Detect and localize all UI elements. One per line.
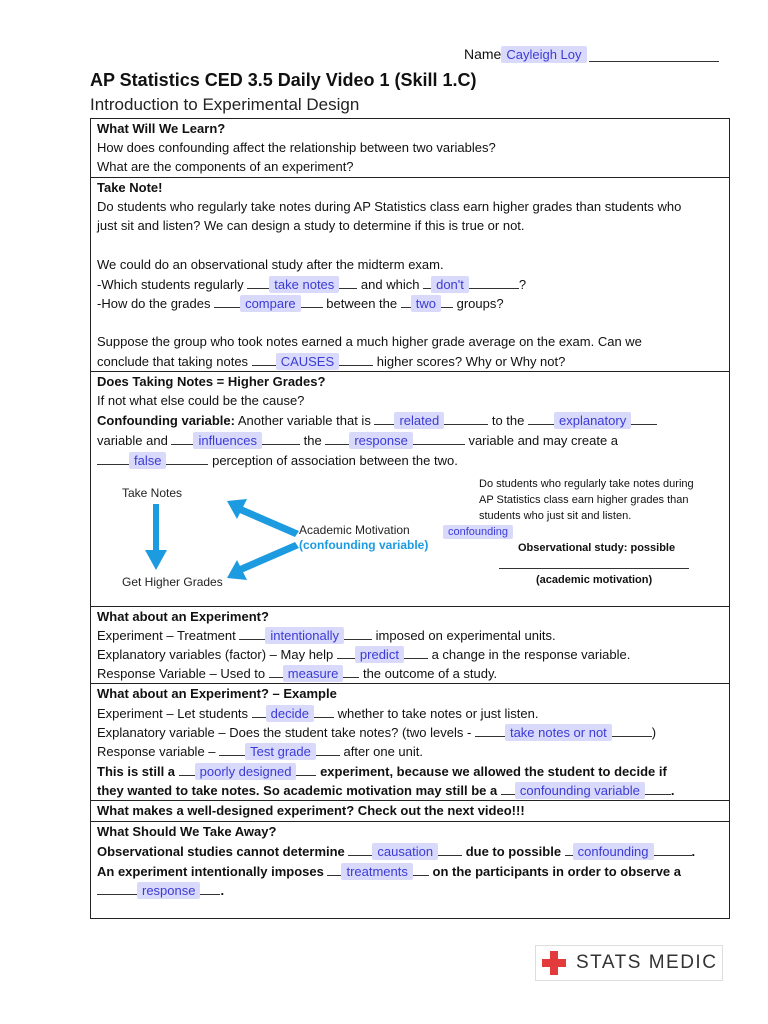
fig-confounding-variable: (confounding variable) [299, 538, 429, 552]
name-line [464, 46, 719, 62]
take-note-p2: just sit and listen? We can design a study to determine if this is true or not. [97, 218, 525, 233]
take-note-p4: Suppose the group who took notes earned a much higher grade average on the exam. Can we [97, 334, 642, 349]
obs-underline [499, 568, 689, 569]
take-note-p3: We could do an observational study after the midterm exam. [97, 257, 444, 272]
take-note-line1: -Which students regularly take notes and which don't ? [97, 277, 527, 292]
obs-study: Observational study: possible [518, 542, 676, 554]
answer-dont[interactable]: don't [431, 276, 469, 293]
takeaway-line2: An experiment intentionally imposes treatments on the participants in order to observe a [97, 864, 681, 879]
name-label: Name [464, 46, 502, 62]
answer-take-notes-or-not[interactable]: take notes or not [505, 724, 612, 741]
answer-response-2[interactable]: response [137, 882, 200, 899]
answer-predict[interactable]: predict [355, 646, 404, 663]
section-take-note [90, 177, 730, 372]
next-heading: What makes a well-designed experiment? Check out the next video!!! [97, 803, 525, 818]
section-learn [90, 118, 730, 178]
example-heading: What about an Experiment? – Example [97, 686, 337, 701]
take-note-heading: Take Note! [97, 180, 163, 195]
section-next [90, 800, 730, 822]
experiment-heading: What about an Experiment? [97, 609, 269, 624]
section-example [90, 683, 730, 801]
answer-compare[interactable]: compare [240, 295, 301, 312]
notes-grades-q: If not what else could be the cause? [97, 393, 305, 408]
learn-q2: What are the components of an experiment? [97, 159, 354, 174]
answer-causes[interactable]: CAUSES [276, 353, 339, 370]
answer-influences[interactable]: influences [193, 432, 262, 449]
page-subtitle: Introduction to Experimental Design [90, 95, 360, 114]
answer-measure[interactable]: measure [283, 665, 344, 682]
answer-two[interactable]: two [411, 295, 441, 312]
experiment-line3: Response Variable – Used to measure the outcome of a study. [97, 666, 498, 681]
answer-treatments[interactable]: treatments [341, 863, 412, 880]
takeaway-heading: What Should We Take Away? [97, 824, 277, 839]
example-line2: Explanatory variable – Does the student take notes? (two levels - take notes or not ) [97, 725, 657, 740]
answer-causation[interactable]: causation [372, 843, 438, 860]
confounding-def-line2: variable and influences the response variable and may create a [97, 433, 619, 448]
fig-conf-note[interactable]: confounding [443, 525, 513, 539]
take-note-p1: Do students who regularly take notes during AP Statistics class earn higher grades than students who [97, 199, 682, 214]
lower-arrow-icon [221, 542, 301, 582]
answer-explanatory[interactable]: explanatory [554, 412, 631, 429]
example-line5: they wanted to take notes. So academic motivation may still be a confounding variable . [97, 783, 675, 798]
takeaway-line3: response . [97, 882, 224, 898]
answer-decide[interactable]: decide [266, 705, 314, 722]
answer-test-grade[interactable]: Test grade [245, 743, 316, 760]
example-line1: Experiment – Let students decide whether to take notes or just listen. [97, 706, 539, 721]
experiment-line2: Explanatory variables (factor) – May help predict a change in the response variable. [97, 647, 631, 662]
fig-take-notes: Take Notes [122, 486, 183, 500]
fig-motivation: Academic Motivation [299, 523, 410, 537]
brand-text: STATS MEDIC [576, 952, 718, 973]
section-takeaway [90, 821, 730, 919]
fig-conf-note-wrap [443, 522, 513, 540]
name-underline [589, 47, 719, 62]
fig-get-grades: Get Higher Grades [122, 575, 223, 589]
take-note-line3: conclude that taking notes CAUSES higher scores? Why or Why not? [97, 354, 566, 369]
learn-q1: How does confounding affect the relationship between two variables? [97, 140, 496, 155]
answer-intentionally[interactable]: intentionally [265, 627, 344, 644]
learn-heading: What Will We Learn? [97, 121, 226, 136]
down-arrow-icon [141, 502, 171, 572]
answer-confounding-variable[interactable]: confounding variable [515, 782, 645, 799]
section-experiment [90, 606, 730, 684]
answer-response[interactable]: response [349, 432, 412, 449]
example-line3: Response variable – Test grade after one unit. [97, 744, 423, 759]
answer-related[interactable]: related [394, 412, 444, 429]
side-question: Do students who regularly take notes during AP Statistics class earn higher grades than students who just sit and listen. [479, 478, 694, 522]
name-value[interactable]: Cayleigh Loy [501, 46, 586, 63]
answer-take-notes[interactable]: take notes [269, 276, 339, 293]
confounding-def-line1: Confounding variable: Another variable that is related to the explanatory [97, 412, 657, 428]
take-note-line2: -How do the grades compare between the two groups? [97, 296, 504, 311]
answer-confounding[interactable]: confounding [573, 843, 654, 860]
answer-poorly-designed[interactable]: poorly designed [195, 763, 297, 780]
upper-arrow-icon [221, 497, 301, 537]
notes-grades-heading: Does Taking Notes = Higher Grades? [97, 374, 326, 389]
acad-motivation: (academic motivation) [536, 574, 653, 586]
example-line4: This is still a poorly designed experiment, because we allowed the student to decide if [97, 764, 667, 779]
experiment-line1: Experiment – Treatment intentionally imposed on experimental units. [97, 628, 556, 643]
answer-false[interactable]: false [129, 452, 166, 469]
page-title: AP Statistics CED 3.5 Daily Video 1 (Skill 1.C) [90, 70, 477, 90]
stats-medic-logo [535, 945, 723, 981]
section-notes-grades [90, 371, 730, 607]
confounding-def-line3: false perception of association between the two. [97, 452, 458, 468]
red-cross-icon [542, 951, 566, 975]
takeaway-line1: Observational studies cannot determine causation due to possible confounding . [97, 844, 696, 859]
